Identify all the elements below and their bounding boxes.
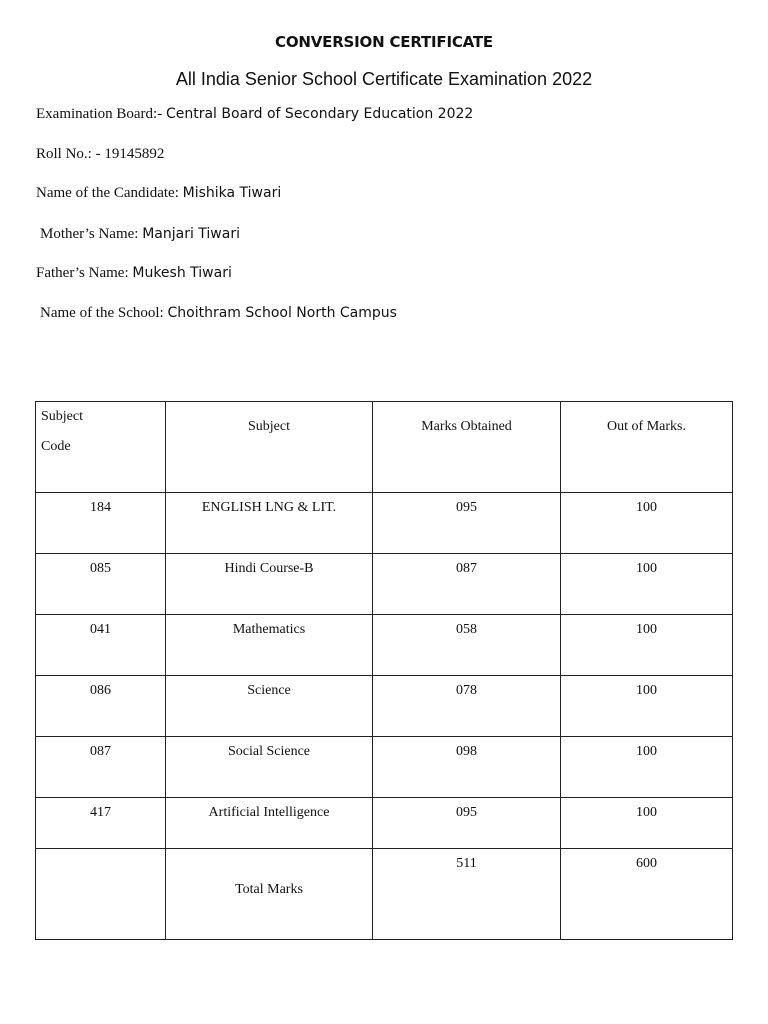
marks-obtained-cell: 095 bbox=[373, 493, 561, 554]
subject-code-cell: 086 bbox=[36, 676, 166, 737]
exam-board-line bbox=[36, 106, 473, 123]
table-row bbox=[36, 798, 733, 849]
father-name-line bbox=[36, 265, 232, 282]
total-row bbox=[36, 849, 733, 940]
subject-name-cell: Social Science bbox=[166, 737, 373, 798]
mother-name-line bbox=[40, 226, 240, 243]
header-subject: Subject bbox=[166, 402, 373, 493]
marks-obtained-cell: 058 bbox=[373, 615, 561, 676]
candidate-name-value: Mishika Tiwari bbox=[182, 185, 282, 201]
subject-code-cell: 184 bbox=[36, 493, 166, 554]
out-of-marks-cell: 100 bbox=[561, 676, 733, 737]
school-name-value: Choithram School North Campus bbox=[167, 305, 397, 321]
out-of-marks-cell: 100 bbox=[561, 798, 733, 849]
out-of-marks-cell: 100 bbox=[561, 554, 733, 615]
roll-no-value: 19145892 bbox=[104, 146, 165, 162]
header-marks-obtained: Marks Obtained bbox=[373, 402, 561, 493]
marks-obtained-cell: 078 bbox=[373, 676, 561, 737]
mother-name-value: Manjari Tiwari bbox=[142, 226, 240, 242]
marks-obtained-cell: 098 bbox=[373, 737, 561, 798]
header-subject-code-line2: Code bbox=[41, 439, 71, 454]
table-row bbox=[36, 676, 733, 737]
subject-code-cell: 041 bbox=[36, 615, 166, 676]
candidate-name-label: Name of the Candidate: bbox=[36, 185, 183, 201]
out-of-marks-cell: 100 bbox=[561, 615, 733, 676]
school-name-line bbox=[40, 305, 397, 322]
school-name-label: Name of the School: bbox=[40, 305, 168, 321]
mother-name-label: Mother’s Name: bbox=[40, 226, 143, 242]
father-name-label: Father’s Name: bbox=[36, 265, 133, 281]
table-row bbox=[36, 615, 733, 676]
subject-name-cell: ENGLISH LNG & LIT. bbox=[166, 493, 373, 554]
subject-code-cell: 417 bbox=[36, 798, 166, 849]
roll-no-line bbox=[36, 146, 164, 163]
certificate-title: CONVERSION CERTIFICATE bbox=[275, 33, 493, 51]
total-obtained-cell: 511 bbox=[373, 849, 561, 940]
roll-no-label: Roll No.: - bbox=[36, 146, 105, 162]
examination-title: All India Senior School Certificate Examination 2022 bbox=[175, 69, 593, 89]
subject-name-cell: Science bbox=[166, 676, 373, 737]
table-row bbox=[36, 554, 733, 615]
subject-name-cell: Hindi Course-B bbox=[166, 554, 373, 615]
total-out-of-cell: 600 bbox=[561, 849, 733, 940]
out-of-marks-cell: 100 bbox=[561, 493, 733, 554]
total-empty-cell bbox=[36, 849, 166, 940]
table-header-row bbox=[36, 402, 733, 493]
out-of-marks-cell: 100 bbox=[561, 737, 733, 798]
total-label-cell: Total Marks bbox=[166, 849, 373, 940]
table-row bbox=[36, 493, 733, 554]
exam-board-label: Examination Board:- bbox=[36, 106, 166, 122]
subject-name-cell: Artificial Intelligence bbox=[166, 798, 373, 849]
subject-code-cell: 085 bbox=[36, 554, 166, 615]
header-subject-code bbox=[36, 402, 166, 493]
father-name-value: Mukesh Tiwari bbox=[132, 265, 232, 281]
table-row bbox=[36, 737, 733, 798]
subject-code-cell: 087 bbox=[36, 737, 166, 798]
header-subject-code-line1: Subject bbox=[41, 409, 83, 424]
subject-name-cell: Mathematics bbox=[166, 615, 373, 676]
marks-obtained-cell: 095 bbox=[373, 798, 561, 849]
marks-obtained-cell: 087 bbox=[373, 554, 561, 615]
marks-table bbox=[35, 401, 733, 940]
exam-board-value: Central Board of Secondary Education 2022 bbox=[165, 106, 474, 122]
header-out-of-marks: Out of Marks. bbox=[561, 402, 733, 493]
candidate-name-line bbox=[36, 185, 281, 202]
